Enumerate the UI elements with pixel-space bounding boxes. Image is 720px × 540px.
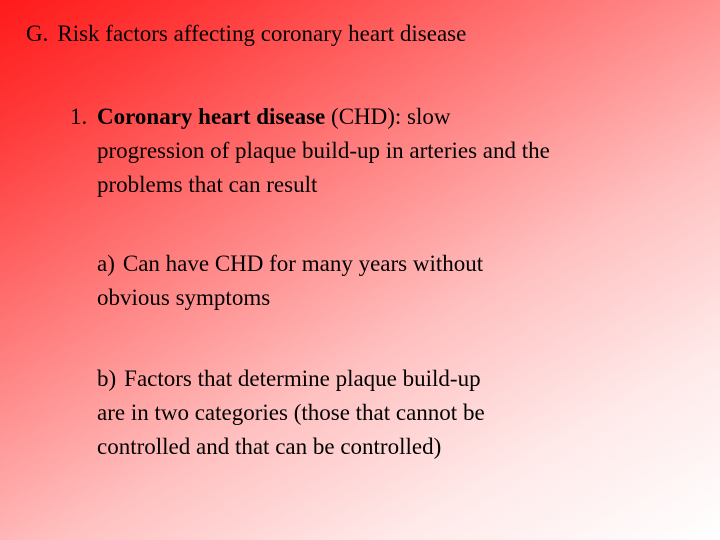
item1-line-3: problems that can result <box>97 172 318 197</box>
sub-a-line-2: obvious symptoms <box>97 285 271 310</box>
item1-line1-rest: (CHD): slow <box>325 104 451 129</box>
sub-b-line-1 <box>97 362 657 396</box>
sub-a-line1-text: Can have CHD for many years without <box>122 251 484 276</box>
sub-b-marker: b) <box>97 366 117 391</box>
sub-b-line1-text: Factors that determine plaque build-up <box>124 366 481 391</box>
sub-a-marker: a) <box>97 251 115 276</box>
heading-text: Risk factors affecting coronary heart disease <box>57 21 467 46</box>
item1-number: 1. <box>70 104 88 129</box>
sub-b-line-3: controlled and that can be controlled) <box>97 434 442 459</box>
item1-line-1 <box>70 100 670 134</box>
slide-heading <box>26 19 466 49</box>
sub-a-line-1 <box>97 247 657 281</box>
heading-marker: G. <box>26 21 49 46</box>
sub-item-a <box>97 247 657 315</box>
sub-item-b <box>97 362 657 464</box>
item1-term: Coronary heart disease <box>97 104 326 129</box>
item1-line-2: progression of plaque build-up in arteries and the <box>97 138 550 163</box>
list-item-1 <box>70 100 670 202</box>
sub-b-line-2: are in two categories (those that cannot be <box>97 400 485 425</box>
